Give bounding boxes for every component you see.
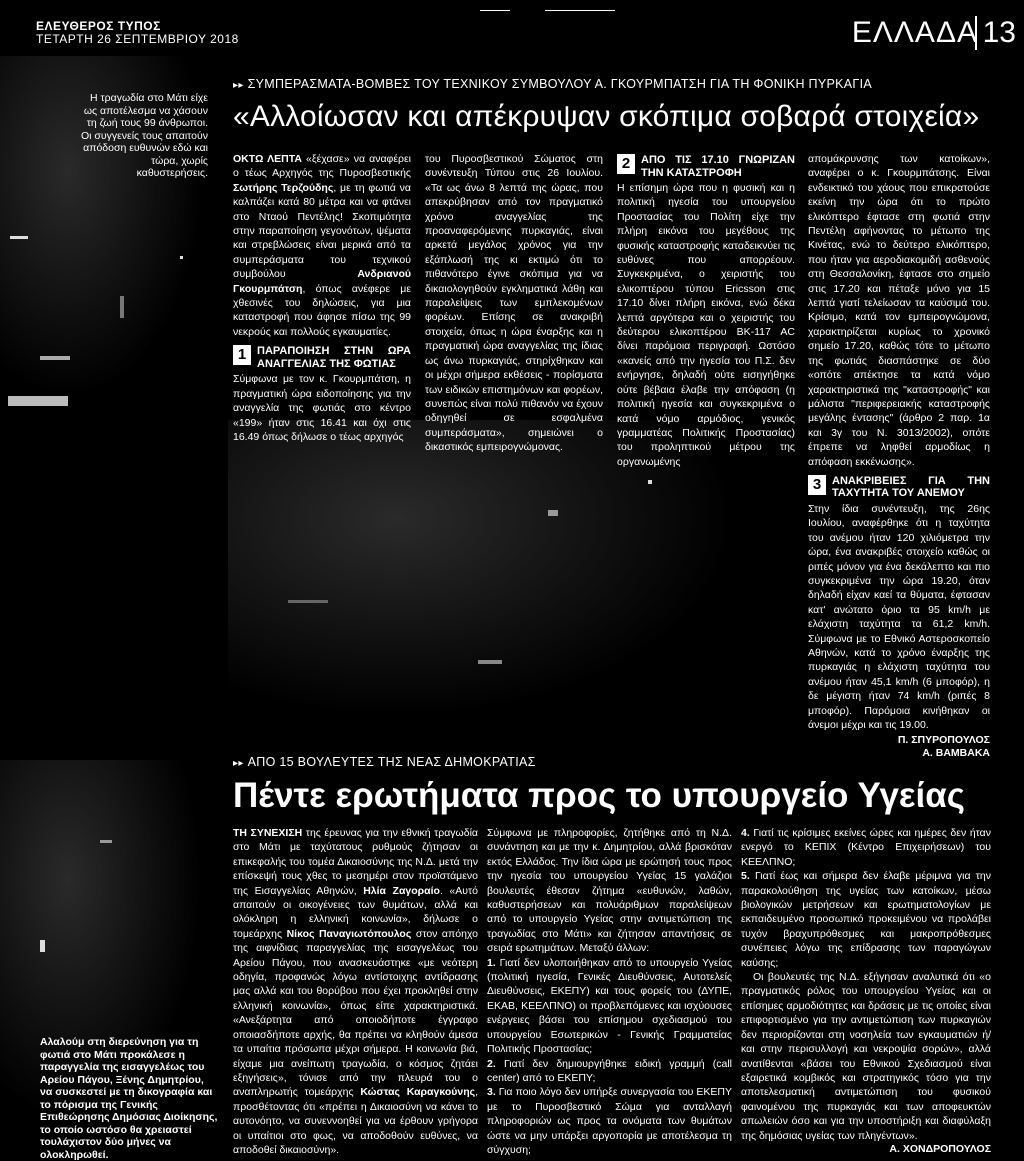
article1-text: , με τη φωτιά να καλπάζει κατά 80 μέτρα και να φτάνει στο Νταού Πεντέλης! Σκοπιμότητα στην παραποίηση γεγονότων, ψέματα και στρεβλώσεις είναι μερικά από τα συμπεράσματα του τεχνικού συμβούλου: [233, 181, 411, 281]
article1-headline: «Αλλοίωσαν και απέκρυψαν σκόπιμα σοβαρά στοιχεία»: [233, 100, 980, 133]
section-heading-3: [808, 475, 990, 500]
article2-text: Σύμφωνα με πληροφορίες, ζητήθηκε από τη Ν.Δ. συνάντηση και με την κ. Δημητρίου, αλλά βρισκόταν εκτός Ελλάδος. Την ίδια ώρα με ερώτησή τους προς την ηγεσία του υπουργείου Υγείας 15 γαλάζιοι βουλευτές έθεσαν ζήτημα «ευθυνών, λαθών, καθυστερήσεων και πολυάριθμων παραλείψεων από το υπουργείο Υγείας στην αντιμετώπιση της τραγωδίας στο Μάτι» και ζήτησαν απαντήσεις σε σειρά ερωτημάτων. Μεταξύ άλλων:: [487, 827, 732, 955]
section-number-1: 1: [233, 345, 251, 365]
article2-lead: ΤΗ ΣΥΝΕΧΙΣΗ: [233, 827, 303, 839]
article1-text: Στην ίδια συνέντευξη, της 26ης Ιουλίου, αναφέρθηκε ότι η ταχύτητα του ανέμου ήταν 120 χιλιόμετρα την ώρα, ένα ανακριβές στοιχείο καθώς οι ριπές μόνον για ένα δεκάλεπτο και πιο συγκεκριμένα την ώρα 19.20, όταν δηλαδή είχαν καεί τα θύματα, έφτασαν κατ' ανώτατο όριο τα 95 km/h με ελάχιστη ταχύτητα τα 61,2 km/h. Σύμφωνα με το Εθνικό Αστεροσκοπείο Αθηνών, κατά το χρόνο έναρξης της πυρκαγιάς η ελάχιστη ταχύτητα του ανέμου ήταν 45,1 km/h (6 μποφόρ), η δε μέγιστη ήταν 74 km/h (ριπές 8 μποφόρ). Παρόμοια κινήθηκαν οι άνεμοι μέχρι και τις 19.00.: [808, 502, 990, 732]
question-text: Γιατί τις κρίσιμες εκείνες ώρες και ημέρες δεν ήταν ενεργό το ΚΕΠΙΧ (Κέντρο Επιχειρήσεων) του ΚΕΕΛΠΝΟ;: [741, 827, 991, 868]
issue-date: ΤΕΤΑΡΤΗ 26 ΣΕΠΤΕΜΒΡΙΟΥ 2018: [36, 32, 239, 46]
person-name: Κώστας Καραγκούνης: [360, 1086, 476, 1099]
person-name: Νίκος Παναγιωτόπουλος: [286, 927, 412, 940]
article1-column-4: [808, 152, 990, 760]
kicker-arrows-icon: ▸▸: [233, 80, 244, 91]
question-number: 1.: [487, 956, 496, 969]
question-number: 4.: [741, 827, 750, 839]
article1-column-3: [617, 152, 795, 469]
article2-text: Οι βουλευτές της Ν.Δ. εξήγησαν αναλυτικά ότι «ο πραγματικός ρόλος του υπουργείου Υγείας και οι επίσημες αρμοδιότητες και δράσεις με τις οποίες είναι επιφορτισμένο για την αντιμετώπιση των πυρκαγιών δεν περιορίζονται στη νοσηλεία των εγκαυματιών ή/και στην περισυλλογή και νεκροψία σορών», αλλά ανατίθενται «βάσει του Εθνικού Σχεδιασμού είναι εξαιρετικά κομβικός και στρατηγικός τόσο για την αποτελεσματική αντιμετώπιση του φυσικού φαινομένου της πυρκαγιάς και των αποφευκτών απωλειών όσο και για την υποστήριξη και διαφύλαξη της δημόσιας υγείας των πληγέντων».: [741, 971, 991, 1142]
question-3: [487, 1085, 732, 1157]
kicker-arrows-icon: ▸▸: [233, 758, 244, 769]
article1-text: του Πυροσβεστικού Σώματος στη συνέντευξη Τύπου στις 26 Ιουλίου. «Τα ως άνω 8 λεπτά της ώρας, που απεκρύβησαν από τον πραγματικό χρόνο αναγγελίας της προαναφερόμενης πυρκαγιάς, είναι αρκετά μεγάλος χρόνος για την εξάπλωσή της κι εκτιμώ ότι το πιθανότερο έγινε σκόπιμα για να δικαιολογηθούν εγκληματικά λάθη και παραλείψεις των εμπλεκομένων φορέων. Επίσης σε ανακριβή στοιχεία, όπως η ώρα έναρξης και η πραγματική ώρα αναγγελίας της ίδιας ως άνω πυρκαγιάς, στηρίχθηκαν και οι μέχρι σήμερα εκθέσεις - πορίσματα των ειδικών επιστημόνων και φορέων, συνεπώς είναι πολύ πιθανόν να έχουν οδηγηθεί σε εσφαλμένα συμπεράσματα», σημειώνει ο δικαστικός εμπειρογνώμονας.: [425, 153, 603, 454]
question-number: 5.: [741, 870, 750, 883]
photo-caption-top: Η τραγωδία στο Μάτι είχε ως αποτέλεσμα να χάσουν τη ζωή τους 99 άνθρωποι. Οι συγγενείς τους απαιτούν απόδοση ευθυνών εδώ και τώρα, χωρίς καθυστερήσεις.: [80, 92, 208, 179]
article2-column-3: [741, 826, 991, 1156]
question-4: [741, 826, 991, 869]
article1-kicker-text: ΣΥΜΠΕΡΑΣΜΑΤΑ-ΒΟΜΒΕΣ ΤΟΥ ΤΕΧΝΙΚΟΥ ΣΥΜΒΟΥΛΟΥ Α. ΓΚΟΥΡΜΠΑΤΣΗ ΓΙΑ ΤΗ ΦΟΝΙΚΗ ΠΥΡΚΑΓΙΑ: [247, 77, 873, 91]
article1-column-2: [425, 152, 603, 455]
article1-kicker: [233, 77, 993, 93]
article1-column-1: [233, 152, 411, 444]
article1-text: «ξέχασε» να αναφέρει ο τέως Αρχηγός της Πυροσβεστικής: [233, 153, 411, 180]
newspaper-name: ΕΛΕΥΘΕΡΟΣ ΤΥΠΟΣ: [36, 19, 161, 33]
question-number: 3.: [487, 1086, 496, 1099]
section-number-2: 2: [617, 154, 635, 174]
article1-text: , όπως ανέφερε με χθεσινές του δηλώσεις, για μια καταστροφή που άφησε πίσω της 99 νεκρούς και πολλούς εγκαυματίες.: [233, 282, 411, 338]
article2-column-2: [487, 826, 732, 1157]
article1-lead: ΟΚΤΩ ΛΕΠΤΑ: [233, 153, 302, 165]
article2-column-1: [233, 826, 478, 1157]
person-name: Ανδριανού Γκουρμπάτση: [233, 268, 411, 295]
byline-3: Α. ΧΟΝΔΡΟΠΟΥΛΟΣ: [889, 1142, 991, 1155]
section-title: ΕΛΛΑΔΑ: [851, 16, 978, 49]
section-title-2: ΑΠΟ ΤΙΣ 17.10 ΓΝΩΡΙΖΑΝ ΤΗΝ ΚΑΤΑΣΤΡΟΦΗ: [641, 154, 795, 179]
section-title-1: ΠΑΡΑΠΟΙΗΣΗ ΣΤΗΝ ΩΡΑ ΑΝΑΓΓΕΛΙΑΣ ΤΗΣ ΦΩΤΙΑΣ: [257, 345, 411, 370]
article2-text: στον απόηχο της αιφνίδιας παραγγελίας της εισαγγελέως του Αρείου Πάγου, που ανασκευάστηκε «με νεότερη οδηγία, προφανώς λόγω αντίστοιχης αντίδρασης μας αλλά και του θορύβου που έχει προκληθεί στην ελληνική κοινωνία», όπως είπε χαρακτηριστικά. «Ανεξάρτητα από οποιοδήποτε έγγραφο οποιασδήποτε αρχής, θα πρέπει να κληθούν άμεσα τα υπαίτια πρόσωπα μέχρι σήμερα. Η κοινωνία βιά, είχαμε μια ανείπωτη τραγωδία, ο κόσμος ζητάει εξηγήσεις», τόνισε από την πλευρά του ο αναπληρωτής τομεάρχης: [233, 927, 478, 1099]
article2-kicker-text: ΑΠΟ 15 ΒΟΥΛΕΥΤΕΣ ΤΗΣ ΝΕΑΣ ΔΗΜΟΚΡΑΤΙΑΣ: [247, 755, 536, 769]
section-heading-2: [617, 154, 795, 179]
byline-1: Π. ΣΠΥΡΟΠΟΥΛΟΣ: [897, 734, 990, 747]
article2-text: , προσθέτοντας ότι «πρέπει η Δικαιοσύνη να κάνει το αυτονόητο, να συνεννοηθεί για να έρθουν γρήγορα οι υπαίτιοι στο φως, να αποδοθούν ευθύνες, να αποδοθεί δικαιοσύνη».: [233, 1086, 479, 1156]
question-5: [741, 869, 991, 970]
question-text: Γιατί δεν δημιουργήθηκε ειδική γραμμή (call center) από το ΕΚΕΠΥ;: [487, 1057, 732, 1084]
article2-headline: Πέντε ερωτήματα προς το υπουργείο Υγείας: [233, 776, 965, 815]
question-2: [487, 1057, 732, 1086]
article1-text: απομάκρυνσης των κατοίκων», αναφέρει ο κ. Γκουρμπάτσης. Είναι ενδεικτικό του χάους που επικρατούσε εκείνη την ώρα ότι το πρώτο ελικόπτερο έφτασε στη φωτιά στην Πεντέλη αφήνοντας το μέτωπο της Κινέτας, ενώ το δεύτερο ελικόπτερο, που ήταν για αεροδιακομιδή ασθενούς στη Θεσσαλονίκη, έφτασε στο σημείο στις 17.20 και πέταξε μόνο για 15 λεπτά γιατί τελείωσαν τα καύσιμά του. Κρίσιμο, κατά τον εμπειρογνώμονα, χαρακτηρίζεται κυρίως το χρονικό σημείο 17.20, καθώς τότε το μέτωπο της φωτιάς διασπάστηκε σε δύο «οπότε απέκτησε τα κατά νόμο χαρακτηριστικά της "καταστροφής" και μάλιστα "περιφερειακής καταστροφής μεγάλης έντασης" (άρθρο 2 παρ. 1α και 3γ του Ν. 3013/2002), οπότε έπρεπε να ληφθεί αρμοδίως η απόφαση εκκένωσης».: [808, 153, 990, 468]
question-text: Γιατί δεν υλοποιήθηκαν από το υπουργείο Υγείας (πολιτική ηγεσία, Γενικές Διευθύνσεις, Αυτοτελείς Διευθύνσεις, ΕΚΕΠΥ) και τους φορείς του (ΔΥΠΕ, ΕΚΑΒ, ΚΕΕΛΠΝΟ) οι προβλεπόμενες και ισχύουσες ενέργειες βάσει του επίσημου σχεδιασμού του υπουργείου Εσωτερικών - Γενικής Γραμματείας Πολιτικής Προστασίας;: [487, 956, 732, 1056]
article2-kicker: [233, 755, 993, 771]
photo-caption-bottom: Αλαλούμ στη διερεύνηση για τη φωτιά στο Μάτι προκάλεσε η παραγγελία της εισαγγελέως του Αρείου Πάγου, Ξένης Δημητρίου, να συσκεστεί με τη δικογραφία και το πόρισμα της Γενικής Επιθεώρησης Δημόσιας Διοίκησης, το οποίο ωστόσο θα χρειαστεί τουλάχιστον δύο μήνες να ολοκληρωθεί.: [40, 1036, 218, 1161]
question-1: [487, 956, 732, 1057]
article1-text: Η επίσημη ώρα που η φυσική και η πολιτική ηγεσία του υπουργείου Προστασίας του Πολίτη είχε την πλήρη εικόνα του μεγέθους της φυσικής καταστροφής καταδεικνύει τις ευθύνες που απορρέουν. Συγκεκριμένα, ο χειριστής του ελικοπτέρου τύπου Ericsson στις 17.10 δίνει πλήρη εικόνα, ενώ δέκα λεπτά αργότερα και ο χειριστής του δεύτερου ελικοπτέρου ΒΚ-117 ΑC δίνει παρόμοια περιγραφή. Ωστόσο «κανείς από την ηγεσία του Π.Σ. δεν ενήργησε, δηλαδή ούτε εισηγήθηκε ούτε βέβαια έλαβε την απόφαση (η πολιτική ηγεσία και συγκεκριμένα ο κατά νόμο αρμόδιος, γενικός γραμματέας Πολιτικής Προστασίας) του προληπτικού μέτρου της οργανωμένης: [617, 182, 795, 468]
article1-text: Σύμφωνα με τον κ. Γκουρμπάτση, η πραγματική ώρα ειδοποίησης για την αναγγελία της φωτιάς στο κέντρο «199» ήταν στις 16.41 και όχι στις 16.49 όπως δήλωσε ο τέως αρχηγός: [233, 373, 411, 443]
person-name: Σωτήρης Τερζούδης: [233, 181, 334, 194]
person-name: Ηλία Ζαγοραίο: [363, 884, 440, 897]
question-text: Γιατί έως και σήμερα δεν έλαβε μέριμνα για την παρακολούθηση της υγείας των κατοίκων, μέσω βιολογικών μετρήσεων και ερωτηματολογίων με εκπαιδευμένο προσωπικό προκειμένου να προλάβει τυχόν βραχυπρόθεσμες και μακροπρόθεσμες συνέπειες λόγω της επίδρασης των παραγώγων καύσης;: [741, 870, 991, 969]
page-number: 13: [975, 16, 1016, 50]
question-number: 2.: [487, 1057, 496, 1070]
section-number-3: 3: [808, 475, 826, 495]
question-text: Για ποιο λόγο δεν υπήρξε συνεργασία του ΕΚΕΠΥ με το Πυροσβεστικό Σώμα για ανταλλαγή πληροφοριών ως προς τα ονόματα των θυμάτων ώστε να μην υπάρξει αργοπορία με αποτέλεσμα τη σύγχυση;: [487, 1086, 732, 1156]
article2-text: . «Αυτό απαιτούν οι οικογένειες των θυμάτων, αλλά και ολόκληρη η ελληνική κοινωνία», δήλωσε ο τομεάρχης: [233, 884, 478, 940]
article2-text: της έρευνας για την εθνική τραγωδία στο Μάτι με ταχύτατους ρυθμούς ζήτησαν οι επικεφαλής του τομέα Δικαιοσύνης της Ν.Δ. μετά την επίσκεψή τους χθες το μεσημέρι στον προϊστάμενο της Εισαγγελίας Αθηνών,: [233, 827, 479, 897]
section-heading-1: [233, 345, 411, 370]
byline-2: Α. ΒΑΜΒΑΚΑ: [922, 747, 990, 760]
section-title-3: ΑΝΑΚΡΙΒΕΙΕΣ ΓΙΑ ΤΗΝ ΤΑΧΥΤΗΤΑ ΤΟΥ ΑΝΕΜΟΥ: [832, 474, 990, 500]
fire-photo-middle: [228, 420, 793, 750]
